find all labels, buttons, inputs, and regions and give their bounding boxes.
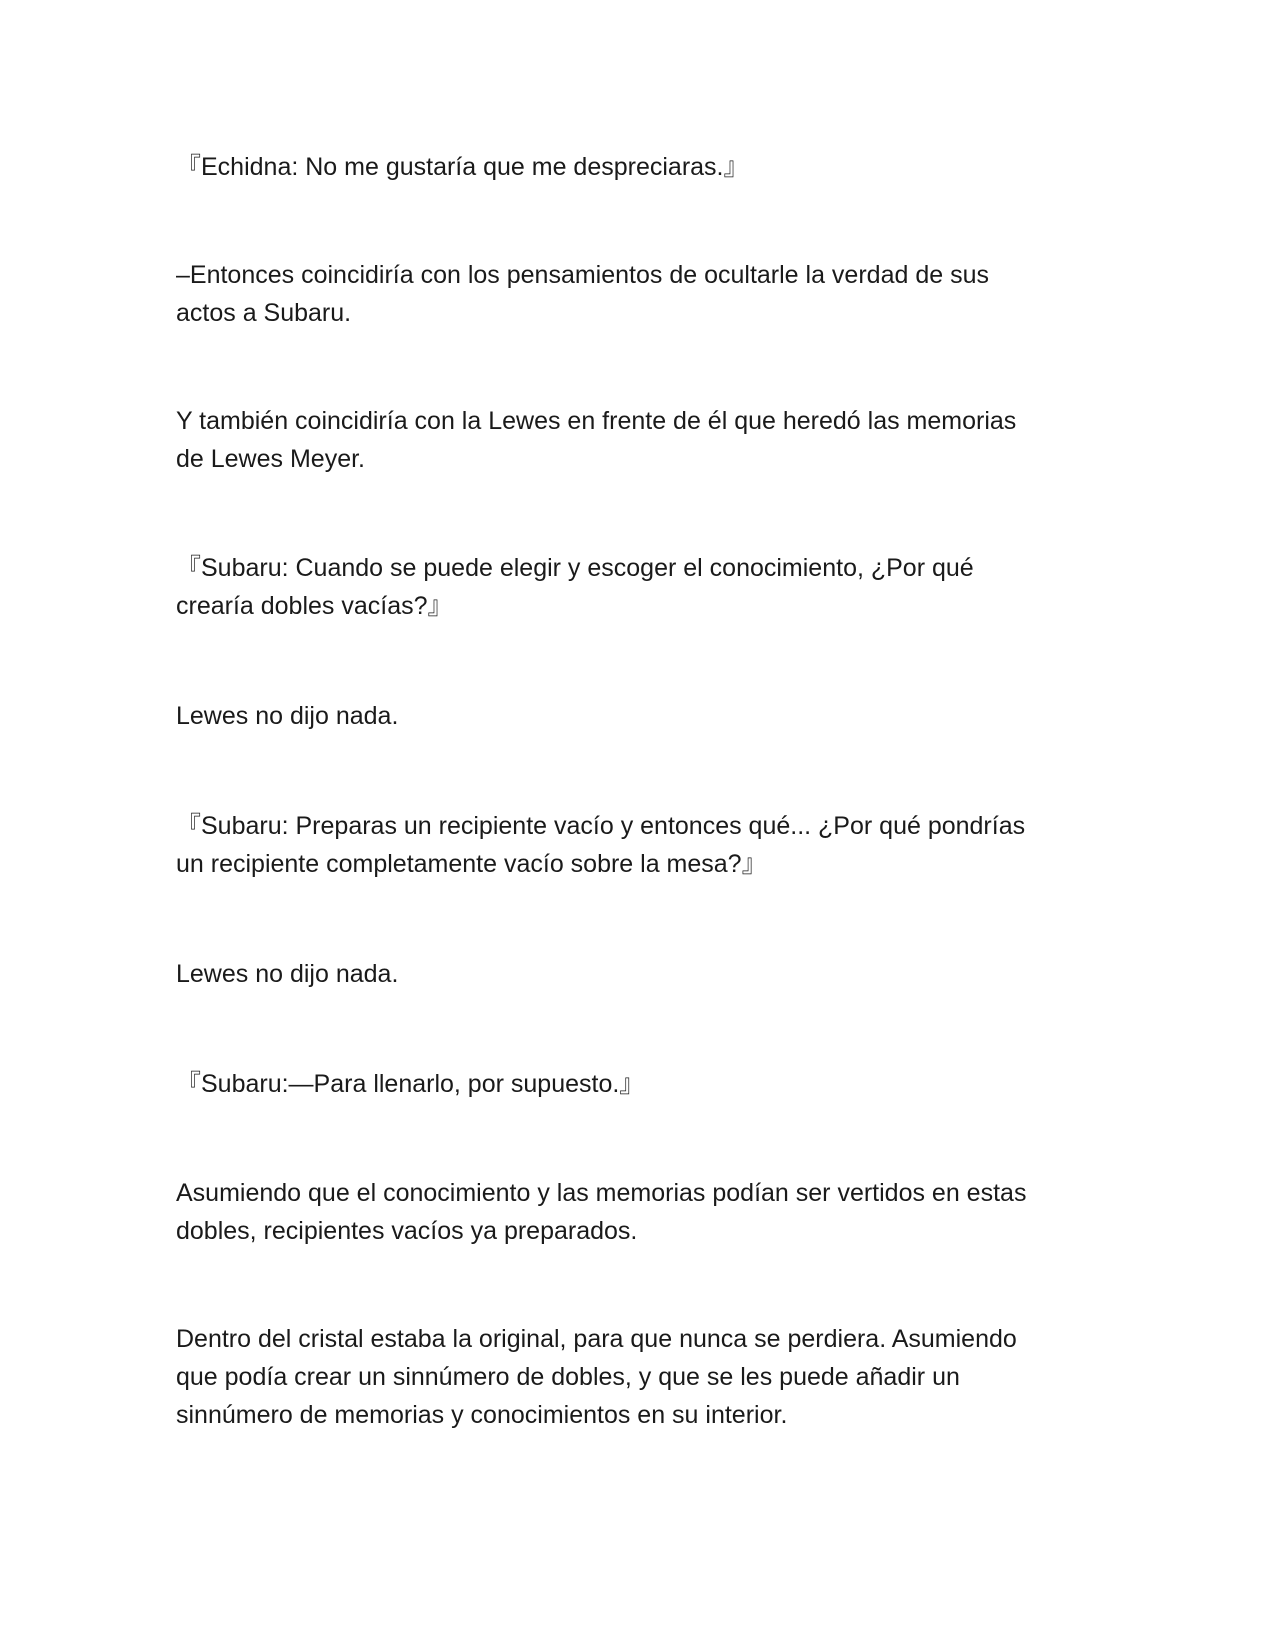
paragraph-line: de Lewes Meyer. <box>176 445 365 473</box>
paragraph-line: 『Subaru: Cuando se puede elegir y escoger el conocimiento, ¿Por qué <box>176 554 974 582</box>
paragraph-line: un recipiente completamente vacío sobre la mesa?』 <box>176 850 767 878</box>
paragraph-line: Lewes no dijo nada. <box>176 702 399 730</box>
paragraph-line: actos a Subaru. <box>176 299 352 327</box>
paragraph-line: 『Echidna: No me gustaría que me despreciaras.』 <box>176 153 749 181</box>
paragraph-2 <box>176 256 1096 332</box>
paragraph-8 <box>176 1065 1096 1103</box>
paragraph-line: crearía dobles vacías?』 <box>176 592 453 620</box>
paragraph-4 <box>176 549 1096 625</box>
paragraph-line: Asumiendo que el conocimiento y las memorias podían ser vertidos en estas <box>176 1179 1027 1207</box>
paragraph-10 <box>176 1320 1096 1434</box>
paragraph-line: 『Subaru: Preparas un recipiente vacío y entonces qué... ¿Por qué pondrías <box>176 812 1026 840</box>
paragraph-7 <box>176 955 1096 993</box>
paragraph-line: Dentro del cristal estaba la original, para que nunca se perdiera. Asumiendo <box>176 1325 1017 1353</box>
paragraph-line: Lewes no dijo nada. <box>176 960 399 988</box>
paragraph-line: 『Subaru:—Para llenarlo, por supuesto.』 <box>176 1070 645 1098</box>
paragraph-line: –Entonces coincidiría con los pensamientos de ocultarle la verdad de sus <box>176 261 989 289</box>
paragraph-1 <box>176 148 1096 186</box>
paragraph-line: dobles, recipientes vacíos ya preparados. <box>176 1217 638 1245</box>
paragraph-line: sinnúmero de memorias y conocimientos en su interior. <box>176 1401 788 1429</box>
paragraph-5 <box>176 697 1096 735</box>
paragraph-3 <box>176 402 1096 478</box>
paragraph-9 <box>176 1174 1096 1250</box>
paragraph-6 <box>176 807 1096 883</box>
paragraph-line: que podía crear un sinnúmero de dobles, y que se les puede añadir un <box>176 1363 960 1391</box>
paragraph-line: Y también coincidiría con la Lewes en frente de él que heredó las memorias <box>176 407 1017 435</box>
